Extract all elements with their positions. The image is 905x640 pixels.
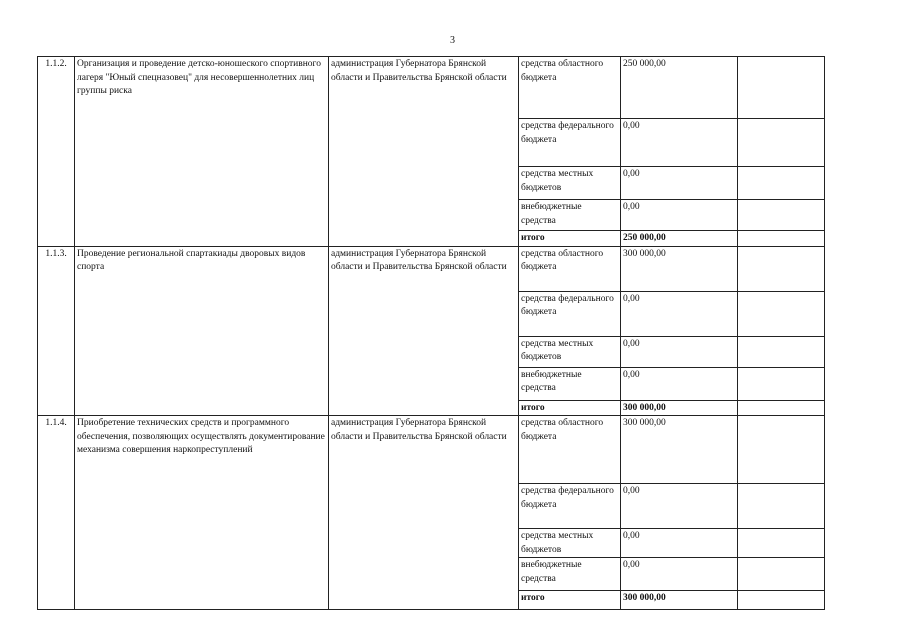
- empty-cell: [738, 246, 825, 291]
- funding-source: внебюджетные средства: [519, 367, 621, 400]
- empty-cell: [738, 558, 825, 591]
- total-amount: 300 000,00: [621, 591, 738, 610]
- empty-cell: [738, 57, 825, 119]
- total-amount: 300 000,00: [621, 400, 738, 416]
- empty-cell: [738, 200, 825, 231]
- measure-number: 1.1.3.: [38, 246, 75, 416]
- measure-executor: администрация Губернатора Брянской области и Правительства Брянской области: [329, 246, 519, 416]
- total-amount: 250 000,00: [621, 231, 738, 247]
- empty-cell: [738, 416, 825, 484]
- empty-cell: [738, 400, 825, 416]
- funding-source: средства областного бюджета: [519, 246, 621, 291]
- funding-source: средства местных бюджетов: [519, 167, 621, 200]
- total-label: итого: [519, 591, 621, 610]
- measure-number: 1.1.4.: [38, 416, 75, 610]
- funding-amount: 0,00: [621, 336, 738, 367]
- empty-cell: [738, 336, 825, 367]
- measure-number: 1.1.2.: [38, 57, 75, 247]
- total-label: итого: [519, 231, 621, 247]
- funding-amount: 0,00: [621, 291, 738, 336]
- funding-source: внебюджетные средства: [519, 558, 621, 591]
- empty-cell: [738, 231, 825, 247]
- measure-row: [38, 246, 825, 291]
- funding-amount: 0,00: [621, 367, 738, 400]
- funding-source: средства областного бюджета: [519, 416, 621, 484]
- funding-source: внебюджетные средства: [519, 200, 621, 231]
- funding-source: средства федерального бюджета: [519, 119, 621, 167]
- funding-amount: 300 000,00: [621, 246, 738, 291]
- funding-source: средства федерального бюджета: [519, 291, 621, 336]
- empty-cell: [738, 119, 825, 167]
- measure-name: Приобретение технических средств и программного обеспечения, позволяющих осуществлять документирование механизма совершения наркопреступлений: [75, 416, 329, 610]
- funding-amount: 0,00: [621, 119, 738, 167]
- empty-cell: [738, 529, 825, 558]
- funding-source: средства местных бюджетов: [519, 529, 621, 558]
- measure-executor: администрация Губернатора Брянской области и Правительства Брянской области: [329, 416, 519, 610]
- empty-cell: [738, 484, 825, 529]
- measure-row: [38, 416, 825, 484]
- funding-source: средства местных бюджетов: [519, 336, 621, 367]
- funding-amount: 300 000,00: [621, 416, 738, 484]
- funding-source: средства федерального бюджета: [519, 484, 621, 529]
- program-measures-table: [37, 56, 825, 610]
- funding-amount: 0,00: [621, 529, 738, 558]
- page-number: 3: [450, 35, 455, 46]
- empty-cell: [738, 291, 825, 336]
- empty-cell: [738, 167, 825, 200]
- funding-amount: 0,00: [621, 200, 738, 231]
- funding-amount: 250 000,00: [621, 57, 738, 119]
- measure-name: Проведение региональной спартакиады дворовых видов спорта: [75, 246, 329, 416]
- funding-source: средства областного бюджета: [519, 57, 621, 119]
- empty-cell: [738, 367, 825, 400]
- empty-cell: [738, 591, 825, 610]
- total-label: итого: [519, 400, 621, 416]
- funding-amount: 0,00: [621, 167, 738, 200]
- funding-amount: 0,00: [621, 558, 738, 591]
- measure-row: [38, 57, 825, 119]
- measure-executor: администрация Губернатора Брянской области и Правительства Брянской области: [329, 57, 519, 247]
- measure-name: Организация и проведение детско-юношеского спортивного лагеря "Юный спецназовец" для несовершеннолетних лиц группы риска: [75, 57, 329, 247]
- funding-amount: 0,00: [621, 484, 738, 529]
